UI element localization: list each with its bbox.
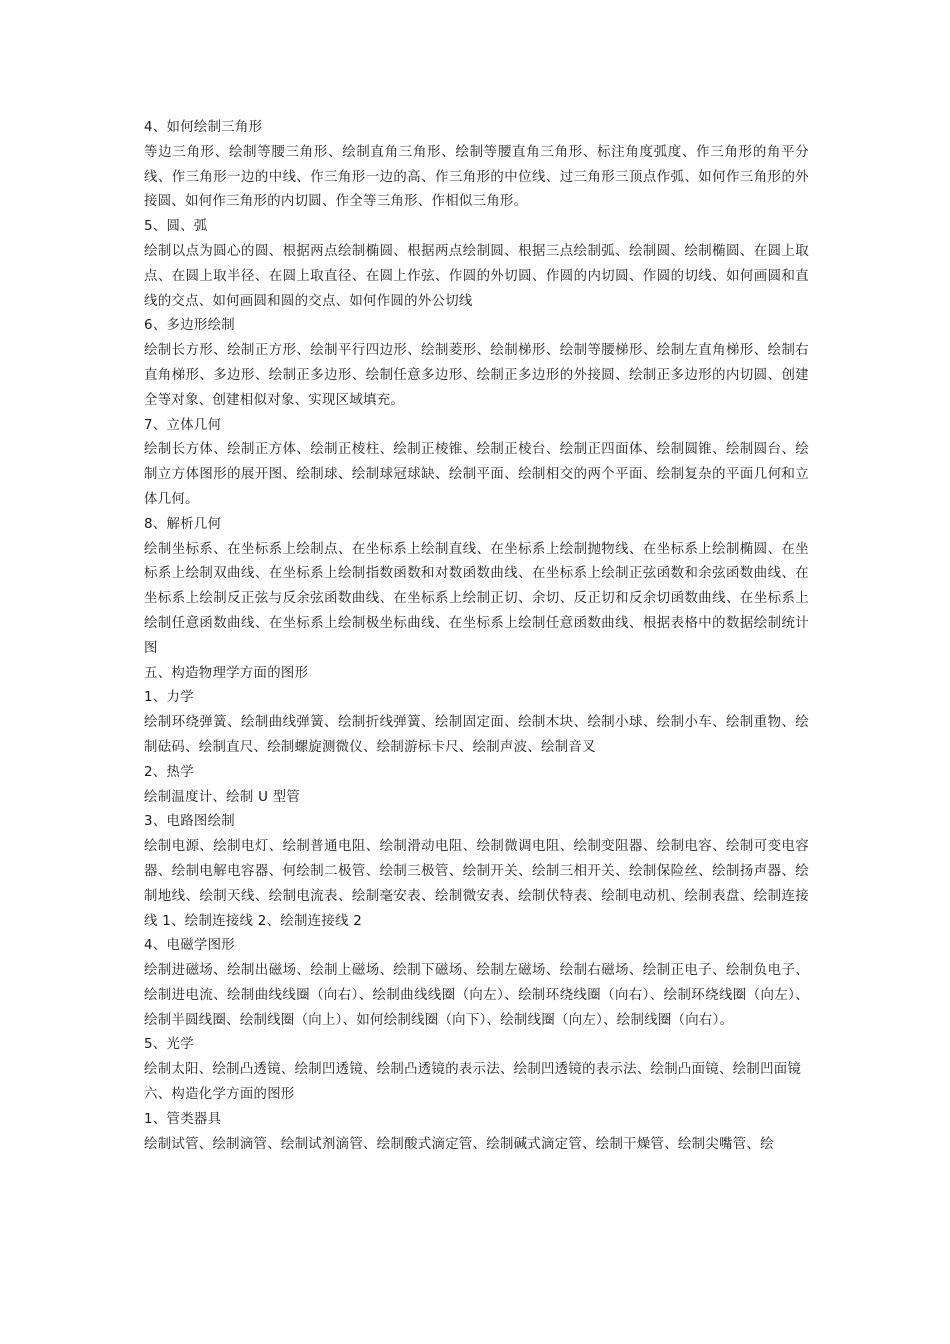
paragraph: 绘制试管、绘制滴管、绘制试剂滴管、绘制酸式滴定管、绘制碱式滴定管、绘制干燥管、绘制尖嘴管、绘 bbox=[144, 1136, 774, 1152]
section-heading: 3、电路图绘制 bbox=[144, 814, 235, 830]
section-heading: 六、构造化学方面的图形 bbox=[144, 1087, 295, 1103]
section-heading: 五、构造物理学方面的图形 bbox=[144, 665, 309, 681]
section-heading: 1、力学 bbox=[144, 690, 194, 706]
paragraph: 绘制长方体、绘制正方体、绘制正棱柱、绘制正棱锥、绘制正棱台、绘制正四面体、绘制圆锥、绘制圆台、绘制立方体图形的展开图、绘制球、绘制球冠球缺、绘制平面、绘制相交的两个平面、绘制复杂的平面几何和立体几何。 bbox=[144, 442, 809, 507]
section-heading: 1、管类器具 bbox=[144, 1111, 222, 1127]
document-page bbox=[144, 116, 809, 1157]
paragraph: 绘制太阳、绘制凸透镜、绘制凹透镜、绘制凸透镜的表示法、绘制凹透镜的表示法、绘制凸面镜、绘制凹面镜 bbox=[144, 1062, 802, 1078]
section-heading: 7、立体几何 bbox=[144, 417, 222, 433]
section-heading: 4、如何绘制三角形 bbox=[144, 120, 263, 135]
section-heading: 5、光学 bbox=[144, 1037, 194, 1053]
section-heading: 6、多边形绘制 bbox=[144, 318, 235, 334]
section-heading: 5、圆、弧 bbox=[144, 219, 208, 235]
paragraph: 绘制环绕弹簧、绘制曲线弹簧、绘制折线弹簧、绘制固定面、绘制木块、绘制小球、绘制小车、绘制重物、绘制砝码、绘制直尺、绘制螺旋测微仪、绘制游标卡尺、绘制声波、绘制音叉 bbox=[144, 715, 809, 755]
section-heading: 4、电磁学图形 bbox=[144, 938, 235, 954]
paragraph: 绘制温度计、绘制 U 型管 bbox=[144, 789, 301, 805]
section-heading: 8、解析几何 bbox=[144, 516, 222, 532]
paragraph: 绘制长方形、绘制正方形、绘制平行四边形、绘制菱形、绘制梯形、绘制等腰梯形、绘制左直角梯形、绘制右直角梯形、多边形、绘制正多边形、绘制任意多边形、绘制正多边形的外接圆、绘制正多边形的内切圆、创建全等对象、创建相似对象、实现区域填充。 bbox=[144, 343, 809, 408]
paragraph: 绘制坐标系、在坐标系上绘制点、在坐标系上绘制直线、在坐标系上绘制抛物线、在坐标系上绘制椭圆、在坐标系上绘制双曲线、在坐标系上绘制指数函数和对数函数曲线、在坐标系上绘制正弦函数和余弦函数曲线、在坐标系上绘制反正弦与反余弦函数曲线、在坐标系上绘制正切、余切、反正切和反余切函数曲线、在坐标系上绘制任意函数曲线、在坐标系上绘制极坐标曲线、在坐标系上绘制任意函数曲线、根据表格中的数据绘制统计图 bbox=[144, 541, 809, 656]
paragraph: 绘制进磁场、绘制出磁场、绘制上磁场、绘制下磁场、绘制左磁场、绘制右磁场、绘制正电子、绘制负电子、绘制进电流、绘制曲线线圈（向右）、绘制曲线线圈（向左）、绘制环绕线圈（向右）、绘制环绕线圈（向左）、绘制半圆线圈、绘制线圈（向上）、如何绘制线圈（向下）、绘制线圈（向左）、绘制线圈（向右）。 bbox=[144, 963, 809, 1028]
paragraph: 绘制电源、绘制电灯、绘制普通电阻、绘制滑动电阻、绘制微调电阻、绘制变阻器、绘制电容、绘制可变电容器、绘制电解电容器、何绘制二极管、绘制三极管、绘制开关、绘制三相开关、绘制保险丝、绘制扬声器、绘制地线、绘制天线、绘制电流表、绘制毫安表、绘制微安表、绘制伏特表、绘制电动机、绘制表盘、绘制连接线 1、绘制连接线 2、绘制连接线 2 bbox=[144, 839, 809, 929]
paragraph: 等边三角形、绘制等腰三角形、绘制直角三角形、绘制等腰直角三角形、标注角度弧度、作三角形的角平分线、作三角形一边的中线、作三角形一边的高、作三角形的中位线、过三角形三顶点作弧、如何作三角形的外接圆、如何作三角形的内切圆、作全等三角形、作相似三角形。 bbox=[144, 144, 809, 210]
section-heading: 2、热学 bbox=[144, 764, 194, 780]
paragraph: 绘制以点为圆心的圆、根据两点绘制椭圆、根据两点绘制圆、根据三点绘制弧、绘制圆、绘制椭圆、在圆上取点、在圆上取半径、在圆上取直径、在圆上作弦、作圆的外切圆、作圆的内切圆、作圆的切线、如何画圆和直线的交点、如何画圆和圆的交点、如何作圆的外公切线 bbox=[144, 243, 809, 309]
